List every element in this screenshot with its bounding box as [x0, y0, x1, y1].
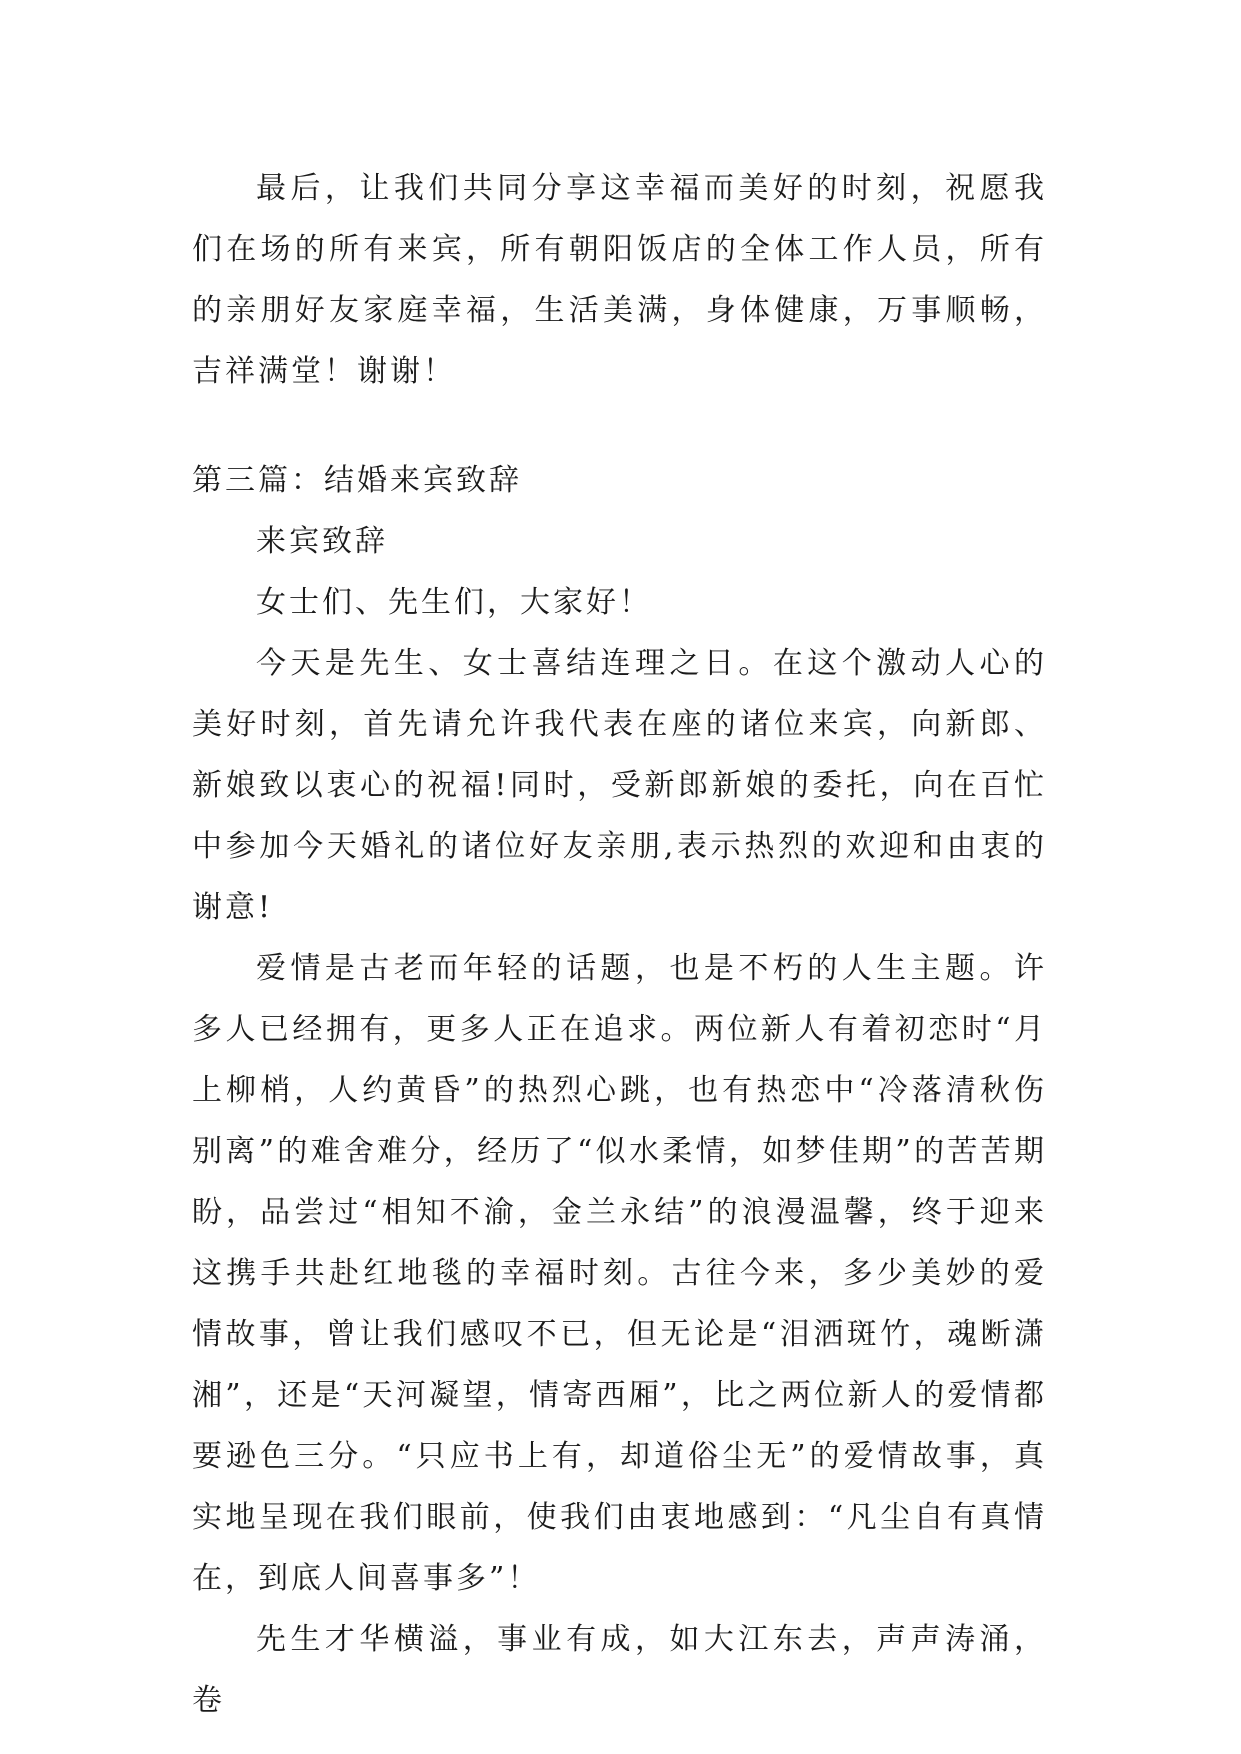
document-body	[192, 158, 1047, 1731]
closing-paragraph: 最后，让我们共同分享这幸福而美好的时刻，祝愿我们在场的所有来宾，所有朝阳饭店的全体工作人员，所有的亲朋好友家庭幸福，生活美满，身体健康，万事顺畅，吉祥满堂！谢谢！	[192, 171, 1047, 389]
section-heading: 第三篇：结婚来宾致辞	[192, 463, 522, 498]
section-spacer	[192, 402, 1047, 432]
body-paragraph: 今天是先生、女士喜结连理之日。在这个激动人心的美好时刻，首先请允许我代表在座的诸位来宾，向新郎、新娘致以衷心的祝福!同时，受新郎新娘的委托，向在百忙中参加今天婚礼的诸位好友亲朋,表示热烈的欢迎和由衷的谢意!	[192, 646, 1047, 925]
body-paragraph: 先生才华横溢，事业有成，如大江东去，声声涛涌，卷	[192, 1622, 1047, 1718]
body-paragraph: 爱情是古老而年轻的话题，也是不朽的人生主题。许多人已经拥有，更多人正在追求。两位新人有着初恋时“月上柳梢，人约黄昏”的热烈心跳，也有热恋中“冷落清秋伤别离”的难舍难分，经历了“似水柔情，如梦佳期”的苦苦期盼，品尝过“相知不渝，金兰永结”的浪漫温馨，终于迎来这携手共赴红地毯的幸福时刻。古往今来，多少美妙的爱情故事，曾让我们感叹不已，但无论是“泪洒斑竹，魂断潇湘”，还是“天河凝望，情寄西厢”，比之两位新人的爱情都要逊色三分。“只应书上有，却道俗尘无”的爱情故事，真实地呈现在我们眼前，使我们由衷地感到：“凡尘自有真情在，到底人间喜事多”！	[192, 951, 1047, 1596]
speech-title: 来宾致辞	[256, 524, 388, 559]
speech-greeting: 女士们、先生们，大家好！	[256, 585, 652, 620]
